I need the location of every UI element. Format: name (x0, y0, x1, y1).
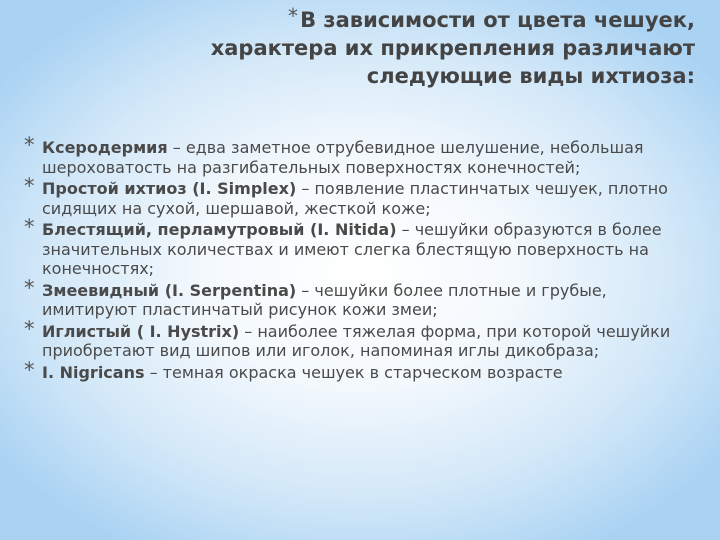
item-description: – темная окраска чешуек в старческом возрасте (144, 362, 563, 382)
item-term: Блестящий, перламутровый (I. Nitida) (42, 220, 397, 239)
bullet-icon: * (24, 316, 35, 341)
item-description: – чешуйки образуются в более значительных количествах и имеют слегка блестящую поверхность на конечностях; (42, 220, 662, 278)
slide-title (150, 6, 695, 90)
bullet-icon: * (24, 133, 35, 157)
title-line: следующие виды ихтиоза: (366, 64, 695, 88)
title-bullet-icon: * (288, 4, 298, 28)
item-description: – наиболее тяжелая форма, при которой чешуйки приобретают вид шипов или иголок, напоминая иглы дикобраза; (42, 321, 671, 360)
bullet-icon: * (24, 357, 35, 382)
list-item (24, 357, 704, 383)
bullet-icon: * (24, 174, 35, 198)
bullet-icon: * (24, 275, 35, 300)
item-term: Змеевидный (I. Serpentina) (42, 280, 297, 300)
list-item (24, 275, 704, 320)
item-term: Ксеродермия (42, 138, 168, 157)
title-line: В зависимости от цвета чешуек, (300, 8, 695, 32)
bullet-icon: * (24, 215, 35, 239)
item-description: – чешуйки более плотные и грубые, имитируют пластинчатый рисунок кожи змеи; (42, 280, 607, 319)
item-description: – едва заметное отрубевидное шелушение, небольшая шероховатость на разгибательных поверхностях конечностей; (42, 138, 644, 177)
list-item (24, 133, 704, 177)
ichthyosis-types-list (24, 133, 704, 384)
title-line: характера их прикрепления различают (210, 36, 695, 60)
item-description: – появление пластинчатых чешуек, плотно сидящих на сухой, шершавой, жесткой коже; (42, 179, 668, 218)
slide-title-block (150, 6, 695, 90)
list-item (24, 316, 704, 361)
item-term: Иглистый ( I. Hystrix) (42, 321, 240, 341)
list-item (24, 174, 704, 218)
item-term: Простой ихтиоз (I. Simplex) (42, 179, 297, 198)
item-term: I. Nigricans (42, 362, 145, 382)
list-item (24, 215, 704, 279)
